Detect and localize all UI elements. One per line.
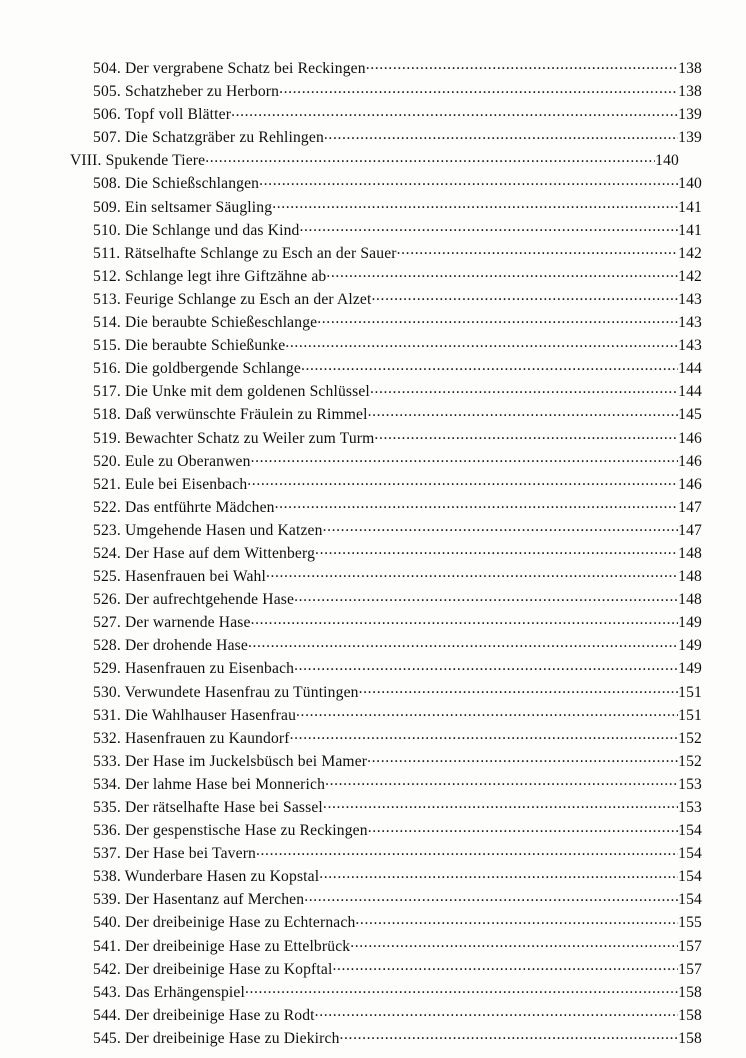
toc-entry-page-number: 157 xyxy=(678,960,702,978)
toc-entry-page-number: 153 xyxy=(678,799,702,816)
toc-entry-page-number: 149 xyxy=(678,614,702,632)
toc-dot-leader xyxy=(355,912,678,928)
toc-entry-title: 508. Die Schießschlangen xyxy=(93,175,260,193)
toc-dot-leader xyxy=(205,150,655,166)
toc-entry-page-number: 144 xyxy=(678,360,702,378)
toc-entry-page-number: 138 xyxy=(678,60,702,77)
toc-dot-leader xyxy=(294,658,678,674)
toc-entry-page-number: 141 xyxy=(678,221,702,239)
toc-entry-page-number: 155 xyxy=(678,914,702,932)
toc-item-entry[interactable] xyxy=(70,935,702,958)
toc-entry-title: 521. Eule bei Eisenbach xyxy=(93,475,248,493)
toc-dot-leader xyxy=(304,889,678,905)
toc-dot-leader xyxy=(368,820,678,836)
toc-item-entry[interactable] xyxy=(70,380,702,403)
toc-entry-title: 527. Der warnende Hase xyxy=(93,614,251,632)
toc-dot-leader xyxy=(325,773,678,789)
toc-entry-title: 519. Bewachter Schatz zu Weiler zum Turm xyxy=(93,429,375,447)
toc-entry-title: 537. Der Hase bei Tavern xyxy=(93,845,257,863)
toc-entry-title: 509. Ein seltsamer Säugling xyxy=(93,198,273,216)
toc-entry-title: 541. Der dreibeinige Hase zu Ettelbrück xyxy=(93,937,351,955)
toc-entry-page-number: 146 xyxy=(678,452,702,470)
toc-entry-title: 526. Der aufrechtgehende Hase xyxy=(93,591,295,609)
toc-entry-page-number: 146 xyxy=(678,429,702,447)
toc-entry-title: 536. Der gespenstische Hase zu Reckingen xyxy=(93,822,368,840)
toc-entry-title: VIII. Spukende Tiere xyxy=(70,152,206,170)
toc-item-entry[interactable] xyxy=(70,565,702,588)
toc-dot-leader xyxy=(317,311,678,327)
toc-dot-leader xyxy=(326,265,678,281)
toc-entry-page-number: 148 xyxy=(678,544,702,562)
toc-entry-title: 511. Rätselhafte Schlange zu Esch an der Sauer xyxy=(93,244,397,262)
toc-entry-page-number: 154 xyxy=(678,868,702,886)
toc-dot-leader xyxy=(275,496,679,512)
toc-item-entry[interactable] xyxy=(70,911,702,934)
toc-item-entry[interactable] xyxy=(70,611,702,634)
toc-entry-title: 543. Das Erhängenspiel xyxy=(93,983,245,1001)
toc-entry-page-number: 153 xyxy=(678,775,702,793)
toc-dot-leader xyxy=(290,727,679,743)
toc-entry-page-number: 143 xyxy=(678,314,702,332)
toc-item-entry[interactable] xyxy=(70,588,702,611)
toc-dot-leader xyxy=(279,81,678,97)
toc-dot-leader xyxy=(256,843,678,859)
toc-entry-page-number: 139 xyxy=(678,106,702,124)
toc-dot-leader xyxy=(319,866,678,882)
toc-item-entry[interactable] xyxy=(70,842,702,865)
toc-item-entry[interactable] xyxy=(70,126,702,149)
toc-entry-page-number: 151 xyxy=(678,706,702,724)
toc-dot-leader xyxy=(370,381,678,397)
toc-entry-page-number: 158 xyxy=(678,1029,702,1047)
toc-item-entry[interactable] xyxy=(70,311,702,334)
toc-dot-leader xyxy=(372,288,679,304)
toc-entry-page-number: 152 xyxy=(678,729,702,747)
toc-dot-leader xyxy=(368,404,679,420)
toc-item-entry[interactable] xyxy=(70,357,702,380)
toc-dot-leader xyxy=(251,612,679,628)
toc-item-entry[interactable] xyxy=(70,657,702,680)
toc-entry-title: 520. Eule zu Oberanwen xyxy=(93,452,251,470)
toc-item-entry[interactable] xyxy=(70,219,702,242)
toc-entry-page-number: 149 xyxy=(678,637,702,655)
toc-item-entry[interactable] xyxy=(70,981,702,1004)
toc-entry-page-number: 138 xyxy=(678,83,702,101)
toc-entry-title: 513. Feurige Schlange zu Esch an der Alzet xyxy=(93,290,372,308)
toc-entry-title: 516. Die goldbergende Schlange xyxy=(93,360,301,378)
toc-entry-title: 506. Topf voll Blätter xyxy=(93,106,232,124)
toc-entry-page-number: 158 xyxy=(678,1006,702,1024)
toc-dot-leader xyxy=(332,958,678,974)
toc-entry-title: 530. Verwundete Hasenfrau zu Tüntingen xyxy=(93,683,359,701)
toc-entry-page-number: 147 xyxy=(678,521,702,539)
toc-entry-list xyxy=(70,57,702,1050)
toc-entry-title: 524. Der Hase auf dem Wittenberg xyxy=(93,544,316,562)
toc-dot-leader xyxy=(300,219,679,235)
toc-item-entry[interactable] xyxy=(70,796,702,819)
toc-item-entry[interactable] xyxy=(70,103,702,126)
toc-entry-title: 538. Wunderbare Hasen zu Kopstal xyxy=(93,868,320,886)
toc-entry-page-number: 140 xyxy=(678,175,702,193)
toc-entry-page-number: 157 xyxy=(678,937,702,955)
toc-dot-leader xyxy=(248,635,678,651)
toc-entry-page-number: 152 xyxy=(678,752,702,770)
toc-entry-page-number: 154 xyxy=(678,891,702,909)
toc-entry-title: 523. Umgehende Hasen und Katzen xyxy=(93,521,323,539)
toc-dot-leader xyxy=(350,935,678,951)
toc-entry-title: 522. Das entführte Mädchen xyxy=(93,498,275,516)
toc-dot-leader xyxy=(323,796,678,812)
toc-dot-leader xyxy=(340,1027,679,1043)
toc-entry-title: 542. Der dreibeinige Hase zu Kopftal xyxy=(93,960,333,978)
toc-dot-leader xyxy=(397,242,679,258)
toc-dot-leader xyxy=(366,57,678,73)
toc-item-entry[interactable] xyxy=(70,496,702,519)
toc-item-entry[interactable] xyxy=(70,1027,702,1050)
toc-dot-leader xyxy=(245,981,678,997)
toc-item-entry[interactable] xyxy=(70,450,702,473)
toc-item-entry[interactable] xyxy=(70,80,702,103)
toc-entry-page-number: 144 xyxy=(678,383,702,401)
toc-dot-leader xyxy=(294,589,678,605)
toc-entry-page-number: 140 xyxy=(655,152,679,170)
toc-item-entry[interactable] xyxy=(70,57,702,80)
toc-dot-leader xyxy=(251,450,679,466)
toc-dot-leader xyxy=(367,750,678,766)
toc-item-entry[interactable] xyxy=(70,958,702,981)
toc-item-entry[interactable] xyxy=(70,403,702,426)
toc-entry-title: 507. Die Schatzgräber zu Rehlingen xyxy=(93,129,324,147)
toc-dot-leader xyxy=(374,427,678,443)
toc-entry-page-number: 148 xyxy=(678,591,702,609)
toc-item-entry[interactable] xyxy=(70,427,702,450)
toc-dot-leader xyxy=(247,473,678,489)
toc-dot-leader xyxy=(266,565,678,581)
toc-dot-leader xyxy=(231,104,678,120)
toc-entry-title: 504. Der vergrabene Schatz bei Reckingen xyxy=(93,60,366,77)
toc-entry-title: 534. Der lahme Hase bei Monnerich xyxy=(93,775,326,793)
toc-item-entry[interactable] xyxy=(70,265,702,288)
toc-item-entry[interactable] xyxy=(70,773,702,796)
toc-entry-page-number: 147 xyxy=(678,498,702,516)
toc-dot-leader xyxy=(259,173,678,189)
toc-entry-title: 531. Die Wahlhauser Hasenfrau xyxy=(93,706,297,724)
toc-entry-page-number: 139 xyxy=(678,129,702,147)
toc-entry-page-number: 151 xyxy=(678,683,702,701)
toc-entry-title: 528. Der drohende Hase xyxy=(93,637,248,655)
toc-entry-title: 533. Der Hase im Juckelsbüsch bei Mamer xyxy=(93,752,368,770)
toc-item-entry[interactable] xyxy=(70,473,702,496)
toc-entry-page-number: 154 xyxy=(678,822,702,840)
toc-item-entry[interactable] xyxy=(70,750,702,773)
toc-item-entry[interactable] xyxy=(70,542,702,565)
toc-item-entry[interactable] xyxy=(70,334,702,357)
toc-entry-page-number: 142 xyxy=(678,267,702,285)
toc-entry-title: 515. Die beraubte Schießunke xyxy=(93,337,286,355)
toc-dot-leader xyxy=(315,542,678,558)
toc-item-entry[interactable] xyxy=(70,819,702,842)
toc-item-entry[interactable] xyxy=(70,888,702,911)
toc-item-entry[interactable] xyxy=(70,727,702,750)
toc-entry-page-number: 154 xyxy=(678,845,702,863)
toc-item-entry[interactable] xyxy=(70,681,702,704)
toc-entry-title: 529. Hasenfrauen zu Eisenbach xyxy=(93,660,295,678)
toc-entry-title: 544. Der dreibeinige Hase zu Rodt xyxy=(93,1006,315,1024)
toc-chapter-entry[interactable] xyxy=(70,149,679,172)
toc-entry-page-number: 158 xyxy=(678,983,702,1001)
toc-item-entry[interactable] xyxy=(70,196,702,219)
toc-dot-leader xyxy=(296,704,678,720)
toc-dot-leader xyxy=(301,358,678,374)
toc-dot-leader xyxy=(315,1004,678,1020)
toc-entry-page-number: 142 xyxy=(678,244,702,262)
toc-item-entry[interactable] xyxy=(70,1004,702,1027)
toc-item-entry[interactable] xyxy=(70,172,702,195)
toc-entry-title: 540. Der dreibeinige Hase zu Echternach xyxy=(93,914,356,932)
toc-entry-title: 535. Der rätselhafte Hase bei Sassel xyxy=(93,799,323,816)
toc-item-entry[interactable] xyxy=(70,704,702,727)
toc-entry-page-number: 146 xyxy=(678,475,702,493)
toc-entry-title: 525. Hasenfrauen bei Wahl xyxy=(93,568,266,586)
toc-entry-page-number: 141 xyxy=(678,198,702,216)
toc-dot-leader xyxy=(272,196,678,212)
toc-entry-page-number: 148 xyxy=(678,568,702,586)
toc-entry-page-number: 143 xyxy=(678,290,702,308)
toc-entry-page-number: 145 xyxy=(678,406,702,424)
toc-dot-leader xyxy=(285,335,678,351)
toc-item-entry[interactable] xyxy=(70,288,702,311)
toc-entry-title: 539. Der Hasentanz auf Merchen xyxy=(93,891,305,909)
toc-dot-leader xyxy=(324,127,678,143)
toc-entry-page-number: 149 xyxy=(678,660,702,678)
toc-dot-leader xyxy=(359,681,679,697)
toc-entry-title: 532. Hasenfrauen zu Kaundorf xyxy=(93,729,290,747)
toc-item-entry[interactable] xyxy=(70,634,702,657)
toc-entry-title: 505. Schatzheber zu Herborn xyxy=(93,83,280,101)
toc-entry-title: 518. Daß verwünschte Fräulein zu Rimmel xyxy=(93,406,368,424)
toc-entry-page-number: 143 xyxy=(678,337,702,355)
toc-item-entry[interactable] xyxy=(70,865,702,888)
toc-item-entry[interactable] xyxy=(70,242,702,265)
toc-entry-title: 517. Die Unke mit dem goldenen Schlüssel xyxy=(93,383,370,401)
toc-entry-title: 512. Schlange legt ihre Giftzähne ab xyxy=(93,267,327,285)
toc-entry-title: 514. Die beraubte Schießeschlange xyxy=(93,314,318,332)
toc-dot-leader xyxy=(323,519,679,535)
toc-entry-title: 510. Die Schlange und das Kind xyxy=(93,221,300,239)
toc-entry-title: 545. Der dreibeinige Hase zu Diekirch xyxy=(93,1029,340,1047)
toc-item-entry[interactable] xyxy=(70,519,702,542)
